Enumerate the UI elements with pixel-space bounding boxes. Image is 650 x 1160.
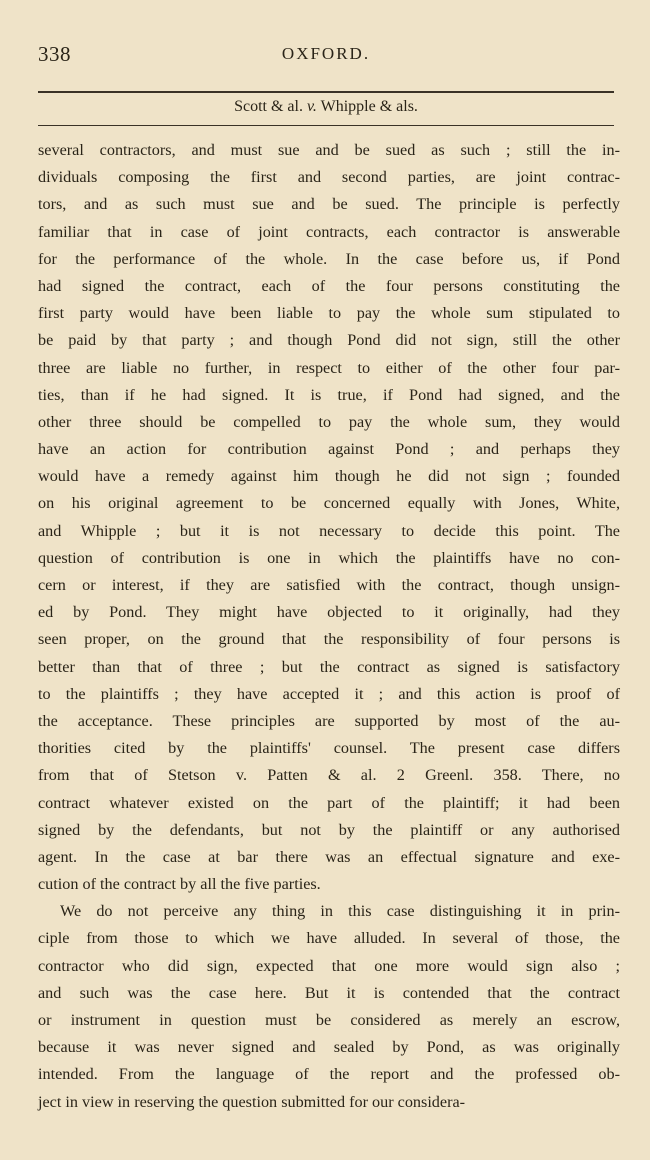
text-line: for the performance of the whole. In the case before us, if Pond: [38, 249, 620, 268]
text-line: seen proper, on the ground that the responsibility of four persons is: [38, 630, 620, 649]
case-title-versus: v.: [306, 98, 317, 115]
text-line: and such was the case here. But it is contended that the contract: [38, 983, 620, 1002]
text-line: better than that of three ; but the contract as signed is satisfactory: [38, 657, 620, 676]
case-title-rule: [38, 125, 614, 126]
text-line: ties, than if he had signed. It is true, if Pond had signed, and the: [38, 385, 620, 404]
text-line: question of contribution is one in which the plaintiffs have no con-: [38, 548, 620, 567]
text-line: the acceptance. These principles are supported by most of the au-: [38, 711, 620, 730]
text-line: ciple from those to which we have alluded. In several of those, the: [38, 929, 620, 948]
case-title-right: Whipple & als.: [320, 98, 418, 115]
text-line: on his original agreement to be concerned equally with Jones, White,: [38, 494, 620, 513]
text-line: tors, and as such must sue and be sued. The principle is perfectly: [38, 195, 620, 214]
text-line: because it was never signed and sealed by Pond, as was originally: [38, 1038, 620, 1057]
text-line: had signed the contract, each of the four persons constituting the: [38, 276, 620, 295]
text-line: signed by the defendants, but not by the plaintiff or any authorised: [38, 820, 620, 839]
header-rule: [38, 91, 614, 93]
text-line: to the plaintiffs ; they have accepted it ; and this action is proof of: [38, 684, 620, 703]
text-line: agent. In the case at bar there was an effectual signature and exe-: [38, 847, 620, 866]
text-line: intended. From the language of the report and the professed ob-: [38, 1065, 620, 1084]
running-title: OXFORD.: [281, 44, 371, 63]
page-header: [38, 42, 614, 72]
text-line: cution of the contract by all the five parties.: [38, 875, 321, 894]
text-line: contract whatever existed on the part of the plaintiff; it had been: [38, 793, 620, 812]
text-line: or instrument in question must be considered as merely an escrow,: [38, 1011, 620, 1029]
text-line: familiar that in case of joint contracts, each contractor is answerable: [38, 222, 620, 241]
text-line: other three should be compelled to pay the whole sum, they would: [38, 412, 620, 431]
text-line: several contractors, and must sue and be sued as such ; still the in-: [38, 141, 620, 159]
text-line: We do not perceive any thing in this case distinguishing it in prin-: [60, 902, 620, 921]
text-line: have an action for contribution against Pond ; and perhaps they: [38, 440, 620, 459]
case-title: [38, 98, 614, 116]
text-line: and Whipple ; but it is not necessary to decide this point. The: [38, 521, 620, 540]
text-line: contractor who did sign, expected that one more would sign also ;: [38, 956, 620, 975]
case-title-left: Scott & al.: [234, 98, 303, 115]
text-line: from that of Stetson v. Patten & al. 2 Greenl. 358. There, no: [38, 766, 620, 785]
text-line: would have a remedy against him though he did not sign ; founded: [38, 467, 620, 486]
text-line: ject in view in reserving the question submitted for our considera-: [38, 1092, 466, 1111]
text-line: ed by Pond. They might have objected to it originally, had they: [38, 603, 620, 622]
text-line: three are liable no further, in respect to either of the other four par-: [38, 358, 620, 377]
text-line: first party would have been liable to pay the whole sum stipulated to: [38, 304, 620, 323]
page-number: 338: [38, 42, 71, 66]
text-line: be paid by that party ; and though Pond did not sign, still the other: [38, 331, 620, 350]
text-line: thorities cited by the plaintiffs' counsel. The present case differs: [38, 739, 620, 758]
text-line: cern or interest, if they are satisfied with the contract, though unsign-: [38, 576, 620, 594]
text-line: dividuals composing the first and second parties, are joint contrac-: [38, 168, 620, 187]
body-text: [38, 137, 620, 1116]
